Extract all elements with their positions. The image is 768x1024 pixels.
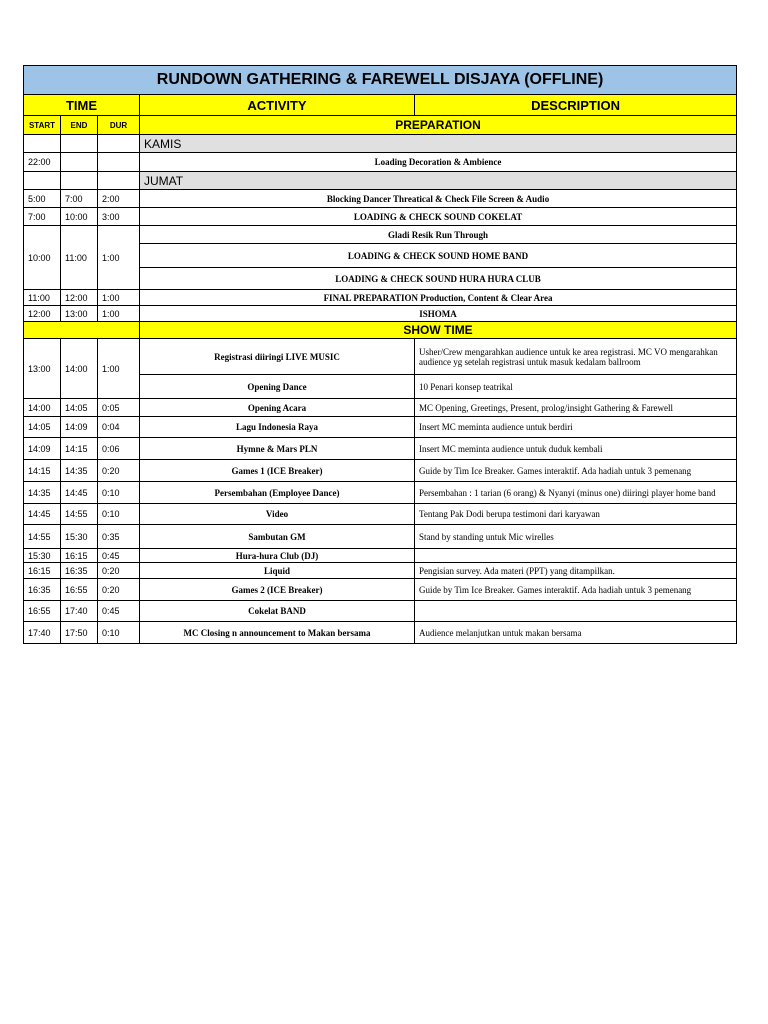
activity-cell: Games 1 (ICE Breaker) <box>140 460 415 482</box>
start-time: 13:00 <box>24 339 61 399</box>
activity-cell: Opening Dance <box>140 375 415 399</box>
activity-cell: Sambutan GM <box>140 525 415 549</box>
table-row <box>24 399 737 417</box>
description-cell: Persembahan : 1 tarian (6 orang) & Nyanyi (minus one) diiringi player home band <box>415 482 737 504</box>
duration: 0:10 <box>98 482 140 504</box>
table-row <box>24 622 737 644</box>
table-row <box>24 504 737 525</box>
empty-cell <box>61 172 98 190</box>
activity-cell: LOADING & CHECK SOUND HOME BAND <box>140 244 737 268</box>
duration: 1:00 <box>98 306 140 322</box>
table-row <box>24 417 737 438</box>
end-time: 14:15 <box>61 438 98 460</box>
description-cell: Audience melanjutkan untuk makan bersama <box>415 622 737 644</box>
activity-cell: Hymne & Mars PLN <box>140 438 415 460</box>
description-cell <box>415 601 737 622</box>
start-time: 14:35 <box>24 482 61 504</box>
activity-cell: Blocking Dancer Threatical & Check File Screen & Audio <box>140 190 737 208</box>
start-time: 10:00 <box>24 226 61 290</box>
table-row <box>24 438 737 460</box>
duration: 0:04 <box>98 417 140 438</box>
table-row <box>24 601 737 622</box>
duration: 0:05 <box>98 399 140 417</box>
end-time: 16:15 <box>61 549 98 563</box>
start-time: 14:00 <box>24 399 61 417</box>
start-time: 22:00 <box>24 153 61 172</box>
duration: 2:00 <box>98 190 140 208</box>
description-cell: Insert MC meminta audience untuk duduk kembali <box>415 438 737 460</box>
rundown-table <box>23 65 737 644</box>
end-time: 10:00 <box>61 208 98 226</box>
start-time: 14:05 <box>24 417 61 438</box>
activity-cell: FINAL PREPARATION Production, Content & Clear Area <box>140 290 737 306</box>
description-cell: 10 Penari konsep teatrikal <box>415 375 737 399</box>
activity-header: ACTIVITY <box>140 95 415 116</box>
duration: 1:00 <box>98 290 140 306</box>
description-cell: Usher/Crew mengarahkan audience untuk ke area registrasi. MC VO mengarahkan audience yg setelah registrasi untuk masuk kedalam ballroom <box>415 339 737 375</box>
end-time: 14:05 <box>61 399 98 417</box>
duration: 0:45 <box>98 549 140 563</box>
activity-cell: Lagu Indonesia Raya <box>140 417 415 438</box>
end-time: 16:55 <box>61 579 98 601</box>
table-row <box>24 563 737 579</box>
duration: 0:06 <box>98 438 140 460</box>
duration: 0:10 <box>98 504 140 525</box>
table-row <box>24 208 737 226</box>
empty-cell <box>24 172 61 190</box>
end-time: 7:00 <box>61 190 98 208</box>
description-cell: Tentang Pak Dodi berupa testimoni dari karyawan <box>415 504 737 525</box>
end-time: 14:09 <box>61 417 98 438</box>
table-row <box>24 226 737 244</box>
start-time: 14:45 <box>24 504 61 525</box>
start-time: 16:15 <box>24 563 61 579</box>
table-row <box>24 549 737 563</box>
table-row <box>24 190 737 208</box>
duration: 0:45 <box>98 601 140 622</box>
activity-cell: Hura-hura Club (DJ) <box>140 549 415 563</box>
end-time: 16:35 <box>61 563 98 579</box>
activity-cell: Video <box>140 504 415 525</box>
description-cell: MC Opening, Greetings, Present, prolog/insight Gathering & Farewell <box>415 399 737 417</box>
description-cell: Insert MC meminta audience untuk berdiri <box>415 417 737 438</box>
start-time: 11:00 <box>24 290 61 306</box>
rundown-sheet <box>23 65 736 644</box>
duration: 3:00 <box>98 208 140 226</box>
description-cell: Guide by Tim Ice Breaker. Games interaktif. Ada hadiah untuk 3 pemenang <box>415 460 737 482</box>
sheet-title: RUNDOWN GATHERING & FAREWELL DISJAYA (OFFLINE) <box>24 66 737 95</box>
table-row <box>24 460 737 482</box>
activity-cell: Loading Decoration & Ambience <box>140 153 737 172</box>
duration: 0:20 <box>98 460 140 482</box>
end-time: 15:30 <box>61 525 98 549</box>
start-time: 14:15 <box>24 460 61 482</box>
start-time: 17:40 <box>24 622 61 644</box>
description-cell: Stand by standing untuk Mic wirelles <box>415 525 737 549</box>
description-cell <box>415 549 737 563</box>
duration: 1:00 <box>98 339 140 399</box>
description-cell: Guide by Tim Ice Breaker. Games interaktif. Ada hadiah untuk 3 pemenang <box>415 579 737 601</box>
duration: 0:35 <box>98 525 140 549</box>
duration: 0:20 <box>98 579 140 601</box>
table-row <box>24 525 737 549</box>
start-time: 12:00 <box>24 306 61 322</box>
end-time: 14:45 <box>61 482 98 504</box>
end-time: 13:00 <box>61 306 98 322</box>
description-header: DESCRIPTION <box>415 95 737 116</box>
start-time: 15:30 <box>24 549 61 563</box>
end-time: 14:55 <box>61 504 98 525</box>
activity-cell: MC Closing n announcement to Makan bersama <box>140 622 415 644</box>
description-cell: Pengisian survey. Ada materi (PPT) yang ditampilkan. <box>415 563 737 579</box>
start-time: 7:00 <box>24 208 61 226</box>
empty-cell <box>98 172 140 190</box>
start-time: 5:00 <box>24 190 61 208</box>
activity-cell: Games 2 (ICE Breaker) <box>140 579 415 601</box>
start-time: 14:55 <box>24 525 61 549</box>
end-time: 17:50 <box>61 622 98 644</box>
end-time: 12:00 <box>61 290 98 306</box>
preparation-header: PREPARATION <box>140 116 737 135</box>
activity-cell: Cokelat BAND <box>140 601 415 622</box>
duration <box>98 153 140 172</box>
activity-cell: Liquid <box>140 563 415 579</box>
start-time: 16:55 <box>24 601 61 622</box>
show-time-spacer <box>24 322 140 339</box>
table-row <box>24 579 737 601</box>
start-time: 14:09 <box>24 438 61 460</box>
duration: 1:00 <box>98 226 140 290</box>
activity-cell: Persembahan (Employee Dance) <box>140 482 415 504</box>
duration: 0:10 <box>98 622 140 644</box>
duration: 0:20 <box>98 563 140 579</box>
start-header: START <box>24 116 61 135</box>
table-row <box>24 482 737 504</box>
dur-header: DUR <box>98 116 140 135</box>
end-time <box>61 153 98 172</box>
table-row <box>24 306 737 322</box>
activity-cell: Registrasi diiringi LIVE MUSIC <box>140 339 415 375</box>
end-time: 17:40 <box>61 601 98 622</box>
end-time: 11:00 <box>61 226 98 290</box>
activity-cell: Gladi Resik Run Through <box>140 226 737 244</box>
day-jumat: JUMAT <box>140 172 737 190</box>
activity-cell: ISHOMA <box>140 306 737 322</box>
end-time: 14:35 <box>61 460 98 482</box>
table-row <box>24 153 737 172</box>
time-header: TIME <box>24 95 140 116</box>
table-row <box>24 339 737 375</box>
start-time: 16:35 <box>24 579 61 601</box>
show-time-header: SHOW TIME <box>140 322 737 339</box>
activity-cell: Opening Acara <box>140 399 415 417</box>
day-kamis: KAMIS <box>140 135 737 153</box>
table-row <box>24 290 737 306</box>
activity-cell: LOADING & CHECK SOUND HURA HURA CLUB <box>140 268 737 290</box>
activity-cell: LOADING & CHECK SOUND COKELAT <box>140 208 737 226</box>
end-time: 14:00 <box>61 339 98 399</box>
end-header: END <box>61 116 98 135</box>
